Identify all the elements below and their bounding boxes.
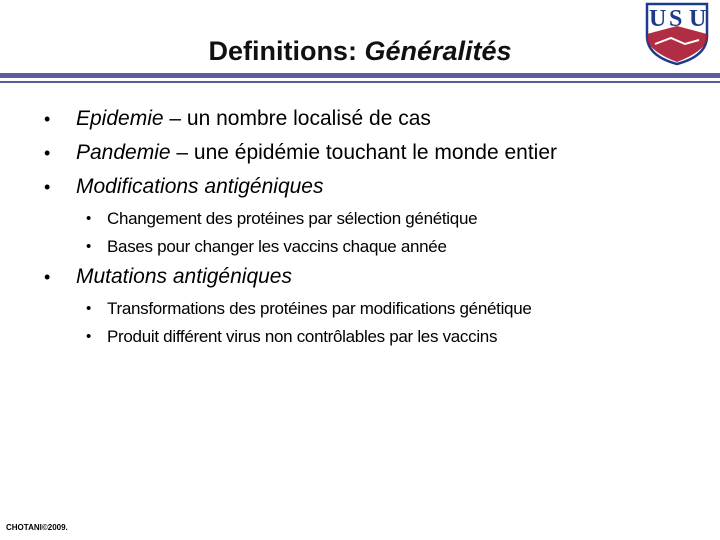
bullet-item [44,138,714,172]
bullet-dot: • [44,109,51,129]
sub-bullet-item [44,296,714,324]
sub-bullet-text: Bases pour changer les vaccins chaque année [107,237,447,256]
title-rule-thin [0,81,720,83]
bullet-rest: – une épidémie touchant le monde entier [170,141,557,164]
logo-letter-3: U [689,6,707,32]
bullet-dot: • [86,328,91,345]
sub-bullet-item [44,234,714,262]
bullet-item [44,262,714,296]
bullet-dot: • [86,210,91,227]
sub-bullet-item [44,206,714,234]
title-italic: Généralités [364,36,512,66]
sub-bullet-text: Changement des protéines par sélection génétique [107,209,478,228]
logo-letter-2: S [669,6,683,32]
usu-logo [641,0,713,66]
bullet-item [44,104,714,138]
slide-title [0,36,720,67]
bullet-rest: – un nombre localisé de cas [163,107,431,130]
footer-copyright: CHOTANI©2009. [6,523,68,532]
bullet-term: Pandemie [76,141,171,164]
bullet-dot: • [44,177,51,197]
bullet-term: Epidemie [76,107,164,130]
bullet-term: Mutations antigéniques [76,265,292,288]
bullet-item [44,172,714,206]
logo-letter-1: U [649,6,667,32]
bullet-dot: • [44,143,51,163]
sub-bullet-item [44,324,714,352]
bullet-dot: • [44,267,51,287]
title-rule-thick [0,73,720,78]
bullet-dot: • [86,300,91,317]
sub-bullet-text: Transformations des protéines par modifications génétique [107,299,532,318]
bullet-list [44,104,714,352]
sub-bullet-text: Produit différent virus non contrôlables par les vaccins [107,327,498,346]
bullet-dot: • [86,238,91,255]
title-plain: Definitions: [208,36,365,66]
bullet-term: Modifications antigéniques [76,175,324,198]
